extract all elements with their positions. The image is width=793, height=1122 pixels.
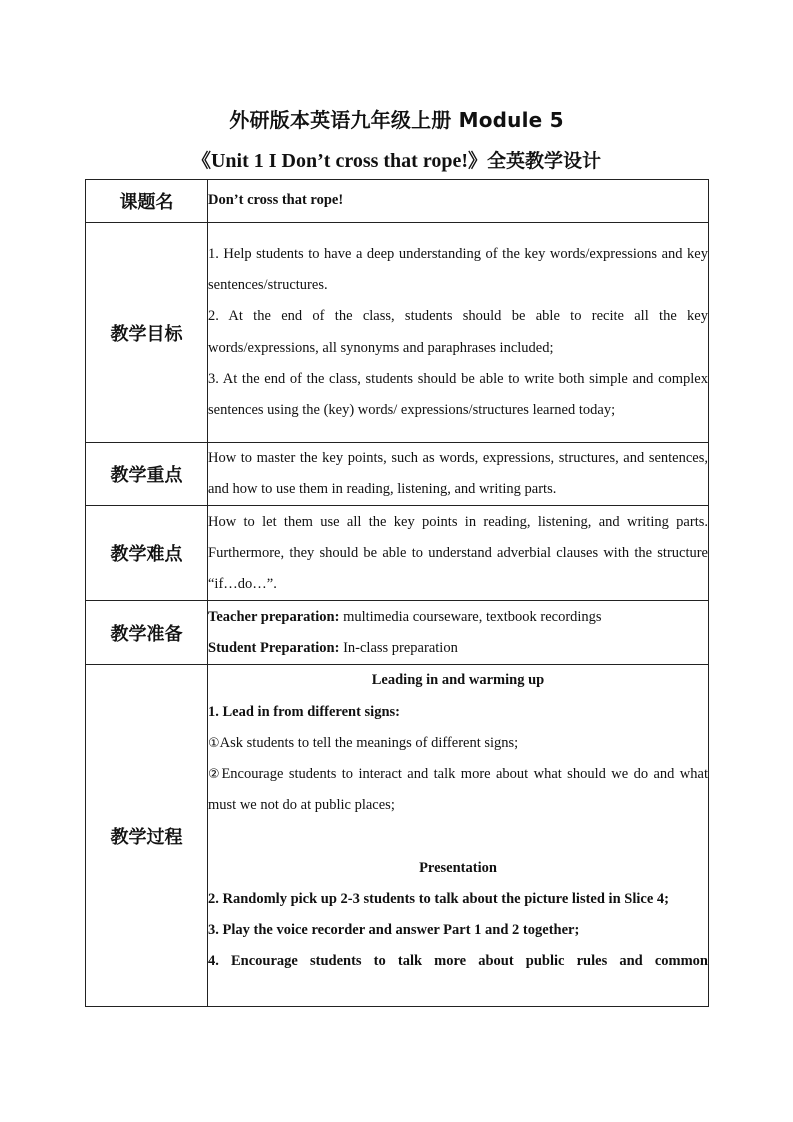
value-preparation: [208, 601, 709, 665]
row-difficulties: [86, 506, 709, 601]
process-sub-2: [208, 759, 708, 821]
process-step-1: 1. Lead in from different signs:: [208, 703, 400, 720]
objective-item: 2. At the end of the class, students should be able to recite all the key words/expressions, all synonyms and paraphrases included;: [208, 308, 708, 356]
row-key-points: [86, 443, 709, 506]
document-title: 外研版本英语九年级上册 Module 5: [229, 108, 564, 132]
teacher-preparation: [208, 602, 708, 633]
student-preparation: [208, 633, 708, 664]
subtitle-suffix: 》全英教学设计: [468, 150, 602, 172]
blank-line: [208, 821, 708, 852]
row-process: [86, 665, 709, 1007]
circled-one-marker: ①: [208, 735, 220, 751]
row-preparation: [86, 601, 709, 665]
student-preparation-label: Student Preparation:: [208, 639, 340, 656]
circled-two-marker: ②: [208, 767, 222, 783]
row-topic: [86, 180, 709, 223]
teacher-preparation-value: multimedia courseware, textbook recordings: [339, 608, 602, 625]
lesson-plan-table: [85, 179, 709, 1007]
process-step-4: 4. Encourage students to talk more about public rules and common: [208, 953, 708, 970]
process-step-2: 2. Randomly pick up 2-3 students to talk about the picture listed in Slice 4;: [208, 890, 669, 907]
objective-item: 3. At the end of the class, students should be able to write both simple and complex sentences using the (key) words/ expressions/structures learned today;: [208, 370, 708, 418]
section-heading-leading-in: Leading in and warming up: [371, 672, 545, 689]
value-objectives: [208, 223, 709, 443]
subtitle-unit-title: Unit 1 I Don’t cross that rope!: [210, 150, 469, 172]
process-sub-2-text: Encourage students to interact and talk more about what should we do and what must we not do at public places;: [208, 766, 708, 814]
value-topic: Don’t cross that rope!: [208, 180, 709, 223]
label-objectives: 教学目标: [86, 223, 208, 443]
value-key-points: How to master the key points, such as words, expressions, structures, and sentences, and how to use them in reading, listening, and writing parts.: [208, 443, 709, 506]
process-sub-1-text: Ask students to tell the meanings of different signs;: [219, 734, 519, 751]
student-preparation-value: In-class preparation: [339, 639, 458, 656]
value-process: [208, 665, 709, 1007]
teacher-preparation-label: Teacher preparation:: [208, 608, 340, 625]
label-topic: 课题名: [86, 180, 208, 223]
label-preparation: 教学准备: [86, 601, 208, 665]
section-heading-presentation: Presentation: [419, 859, 497, 876]
document-subtitle: [0, 146, 793, 173]
label-process: 教学过程: [86, 665, 208, 1007]
label-difficulties: 教学难点: [86, 506, 208, 601]
value-difficulties: How to let them use all the key points in reading, listening, and writing parts. Furthermore, they should be able to understand adverbial clauses with the structure “if…do…”.: [208, 506, 709, 601]
subtitle-open-bracket: 《: [191, 150, 211, 172]
row-objectives: [86, 223, 709, 443]
objective-item: 1. Help students to have a deep understanding of the key words/expressions and key sentences/structures.: [208, 245, 708, 294]
label-key-points: 教学重点: [86, 443, 208, 506]
process-step-3: 3. Play the voice recorder and answer Part 1 and 2 together;: [208, 922, 580, 939]
process-sub-1: [208, 728, 708, 759]
